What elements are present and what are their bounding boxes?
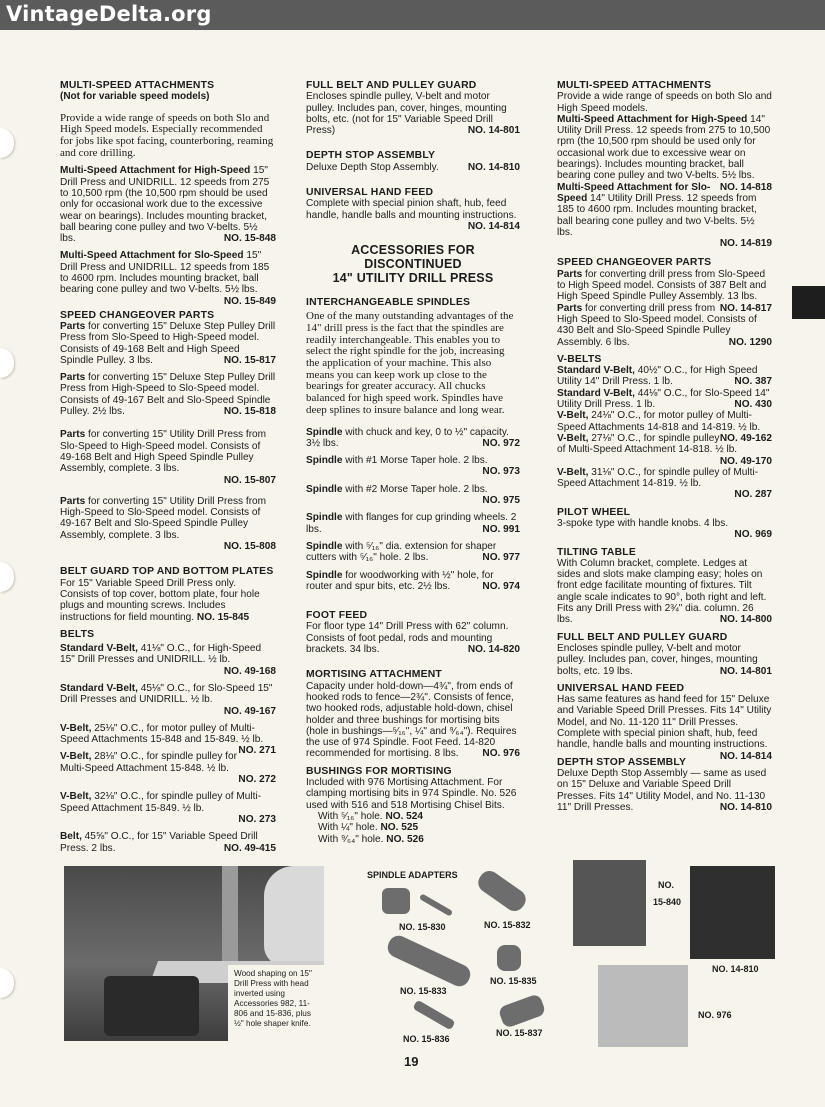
item-524: With ⁵⁄₁₆" hole. NO. 524 [318, 810, 424, 822]
item-49-167: Standard V-Belt, 45⅛" O.C., for Slo-Speed 15" Drill Presses and UNIDRILL. ½ lb. NO. 49-167 [60, 682, 276, 717]
heading-tilting-table: TILTING TABLE [557, 546, 636, 558]
item-14-819: Multi-Speed Attachment for Slo-Speed 14" Utility Drill Press. 12 speeds from 185 to 4600 rpm. Includes mounting bracket, ball bearing cone pulley and two V-belts. 5½ lbs. NO. 14-819 [557, 181, 772, 250]
item-976: Capacity under hold-down—4¾", from ends of hooked rods to fence—2¾". Consists of fence, two hooked rods, adjustable hold-down, chisel holder and three bushings for mortising bits (hole in bushings—⁵⁄₁₆", ¼" and ⁹⁄₆₄"). Requires the use of 974 Spindle. Foot Feed. 14-820 recommended for mortising. 8 lbs. NO. 976 [306, 680, 520, 760]
adapter-chuck-image [382, 888, 410, 914]
spindle-adapters-title: SPINDLE ADAPTERS [367, 870, 458, 880]
item-287: V-Belt, 31⅛" O.C., for spindle pulley of Multi-Speed Attachment 14-819. ½ lb. NO. 287 [557, 466, 772, 501]
heading-belts: BELTS [60, 628, 95, 640]
item-977: Spindle with ⁵⁄₁₆" dia. extension for shaper cutters with ⁵⁄₁₆" hole. 2 lbs. NO. 977 [306, 540, 520, 564]
item-969: 3-spoke type with handle knobs. 4 lbs. NO. 969 [557, 517, 772, 541]
item-525: With ¼" hole. NO. 525 [318, 822, 419, 834]
label-15-837: NO. 15-837 [496, 1028, 543, 1038]
item-974: Spindle for woodworking with ½" hole, for router and spur bits, etc. 2½ lbs. NO. 974 [306, 569, 520, 592]
item-49-162: V-Belt, 24⅛" O.C., for motor pulley of Multi-Speed Attachments 14-818 and 14-819. ½ lb. NO. 49-162 [557, 410, 772, 444]
heading-depth-stop: DEPTH STOP ASSEMBLY [306, 150, 436, 162]
site-name: VintageDelta.org [6, 2, 212, 26]
item-15-808: Parts for converting 15" Utility Drill Press from High-Speed to Slo-Speed model. Consists of 49-167 Belt and Slo-Speed Spindle Pulley Assembly, complete. 3 lbs. NO. 15-808 [60, 495, 276, 553]
item-14-818: Multi-Speed Attachment for High-Speed 14" Utility Drill Press. 12 speeds from 275 to 10,500 rpm (the 10,500 rpm should be used only for occasional work due to excessive wear on bearings). Includes mounting bracket, ball bearing cone pulley and two V-belts. 5½ lbs. NO. 14-818 [557, 113, 772, 193]
label-15-835: NO. 15-835 [490, 976, 537, 986]
heading-speed-changeover: SPEED CHANGEOVER PARTS [60, 309, 215, 321]
item-1290: Parts for converting drill press from High Speed to Slo-Speed model. Consists of 430 Belt and Slo-Speed Spindle Pulley Assembly. 6 lbs. NO. 1290 [557, 302, 772, 348]
item-271: V-Belt, 25⅛" O.C., for motor pulley of Multi-Speed Attachments 15-848 and 15-849. ½ lb. NO. 271 [60, 722, 276, 757]
adapter-15-837-image [498, 993, 547, 1029]
item-975: Spindle with #2 Morse Taper hole. 2 lbs. NO. 975 [306, 483, 520, 507]
heading-foot-feed: FOOT FEED [306, 610, 368, 622]
item-15-849: Multi-Speed Attachment for Slo-Speed 15" Drill Press and UNIDRILL. 12 speeds from 185 to 4600 rpm. Includes mounting bracket, ball bearing cone pulley and two V-belts. 5½ lbs. NO. 15-849 [60, 250, 276, 307]
item-14-810-b: Deluxe Depth Stop Assembly — same as used on 15" Deluxe and Variable Speed Drill Presses. Fits 14" Utility Model, and No. 11-130 11" Drill Presses. NO. 14-810 [557, 767, 772, 813]
item-14-814: Complete with special pinion shaft, hub, feed handle, handle balls and mounting instructions. NO. 14-814 [306, 198, 520, 232]
mortising-photo [598, 965, 688, 1047]
adapter-15-832-image [474, 867, 529, 915]
heading-full-belt-guard-14: FULL BELT AND PULLEY GUARD [557, 631, 728, 643]
binder-hole [0, 348, 14, 378]
intro-text: Provide a wide range of speeds on both Slo and High Speed models. Especially recommended for jobs like spot facing, counterboring, reaming and core drilling. [60, 111, 274, 159]
label-15-832: NO. 15-832 [484, 920, 531, 930]
item-14-801-b: Encloses spindle pulley, V-belt and motor pulley. Includes pan, cover, hinges, mounting bolts, etc. 19 lbs. NO. 14-801 [557, 642, 772, 677]
bushings-text: Included with 976 Mortising Attachment. For clamping mortising bits in 974 Spindle. No. 526 used with 516 and 518 Mortising Chisel Bits. [306, 777, 517, 811]
section-title-line1: ACCESSORIES FOR DISCONTINUED [351, 242, 475, 271]
heading-v-belts: V-BELTS [557, 353, 602, 365]
item-14-801: Encloses spindle pulley, V-belt and motor pulley. Includes pan, cover, hinges, mounting bolts, etc. (not for 15" Variable Speed Drill Press) NO. 14-801 [306, 91, 520, 137]
item-49-168: Standard V-Belt, 41⅛" O.C., for High-Speed 15" Drill Presses and UNIDRILL. ½ lb. NO. 49-168 [60, 643, 276, 677]
item-49-415: Belt, 45⅝" O.C., for 15" Variable Speed Drill Press. 2 lbs. NO. 49-415 [60, 831, 276, 854]
item-14-814-b: Has same features as hand feed for 15" Deluxe and Variable Speed Drill Presses. Fits 14" Utility Model, and No. 11-120 11" Drill Presses. Complete with special pinion shaft, hub, feed handle, handle balls and mounting instructions. NO. 14-814 [557, 694, 772, 762]
item-14-817: Parts for converting drill press from Slo-Speed to High Speed model. Consists of 387 Belt and High Speed Spindle Pulley Assembly. 13 lbs. NO. 14-817 [557, 268, 772, 314]
section-title-line2: 14" UTILITY DRILL PRESS [332, 270, 494, 285]
binder-hole [0, 562, 14, 592]
heading-full-belt-guard: FULL BELT AND PULLEY GUARD [306, 80, 477, 91]
heading-speed-changeover-14: SPEED CHANGEOVER PARTS [557, 257, 712, 269]
column-3 [557, 80, 772, 819]
heading-interchangeable-spindles: INTERCHANGEABLE SPINDLES [306, 296, 471, 308]
wood-shaping-photo [64, 866, 324, 1041]
adapter-15-835-image [497, 945, 521, 971]
heading-hand-feed-14: UNIVERSAL HAND FEED [557, 682, 685, 694]
spindles-intro: One of the many outstanding advantages of the 14" drill press is the fact that the spindles are readily interchangeable. This enables you to select the right spindle for the job, increasing the application of your machine. This also means you can keep work up close to the bearings for greater accuracy. All chucks balanced for high speed work. Spindles have deep splines to insure balance and long wear. [306, 310, 514, 416]
heading-hand-feed: UNIVERSAL HAND FEED [306, 187, 434, 199]
label-15-833: NO. 15-833 [400, 986, 447, 996]
adapter-key-image [419, 893, 453, 916]
adapter-15-836-image [412, 1000, 455, 1031]
item-14-820: For floor type 14" Drill Press with 62" column. Consists of foot pedal, rods and mounting brackets. 34 lbs. NO. 14-820 [306, 621, 520, 656]
heading-bushings: BUSHINGS FOR MORTISING [306, 765, 452, 777]
label-no: NO. [658, 880, 675, 890]
binder-hole [0, 128, 14, 158]
heading-mortising: MORTISING ATTACHMENT [306, 669, 442, 681]
label-15-840: 15-840 [653, 897, 682, 907]
label-976: NO. 976 [698, 1010, 732, 1020]
item-972: Spindle with chuck and key, 0 to ½" capacity. 3½ lbs. NO. 972 [306, 426, 520, 449]
label-15-830: NO. 15-830 [399, 922, 446, 932]
intro-14: Provide a wide range of speeds on both Slo and High Speed models. [557, 91, 772, 114]
item-15-845: For 15" Variable Speed Drill Press only. Consists of top cover, bottom plate, four hole plugs and mounting screws. Includes instructions for field mounting. NO. 15-845 [60, 577, 260, 623]
item-15-818: Parts for converting 15" Deluxe Step Pulley Drill Press from High-Speed to Slo-Speed model. Consists of 49-167 Belt and Slo-Speed Spindle Pulley. 2½ lbs. NO. 15-818 [60, 372, 276, 418]
heading-multi-speed-14: MULTI-SPEED ATTACHMENTS [557, 80, 712, 91]
page-number: 19 [404, 1054, 419, 1069]
item-15-807: Parts for converting 15" Utility Drill Press from Slo-Speed to High-Speed model. Consists of 49-168 Belt and High Speed Spindle Pulley Assembly, complete. 3 lbs. NO. 15-807 [60, 429, 276, 486]
heading-depth-stop-14: DEPTH STOP ASSEMBLY [557, 756, 687, 768]
item-273: V-Belt, 32⅛" O.C., for spindle pulley of Multi-Speed Attachment 15-849. ½ lb. NO. 273 [60, 791, 276, 825]
heading-multi-speed: MULTI-SPEED ATTACHMENTS [60, 80, 215, 91]
heading-pilot-wheel: PILOT WHEEL [557, 506, 631, 518]
item-991: Spindle with flanges for cup grinding wheels. 2 lbs. NO. 991 [306, 512, 520, 535]
heading-belt-guard: BELT GUARD TOP AND BOTTOM PLATES [60, 566, 274, 578]
item-14-810: Deluxe Depth Stop Assembly. NO. 14-810 [306, 161, 520, 173]
adapter-15-833-image [384, 932, 473, 989]
item-526: With ⁹⁄₆₄" hole. NO. 526 [318, 833, 424, 845]
site-banner [0, 0, 825, 30]
label-15-836: NO. 15-836 [403, 1034, 450, 1044]
binder-hole [0, 968, 14, 998]
item-973: Spindle with #1 Morse Taper hole. 2 lbs. NO. 973 [306, 455, 520, 478]
column-2 [306, 80, 520, 845]
item-430: Standard V-Belt, 44⅛" O.C., for Slo-Speed 14" Utility Drill Press. 1 lb. NO. 430 [557, 387, 772, 411]
item-272: V-Belt, 28⅛" O.C., for spindle pulley for Multi-Speed Attachment 15-848. ½ lb. NO. 272 [60, 751, 276, 786]
photo-caption: Wood shaping on 15" Drill Press with head inverted using Accessories 982, 11-806 and 15-836, plus ½" hole shaper knife. [228, 965, 324, 1041]
tilting-table-photo [573, 860, 646, 946]
depth-stop-photo [690, 866, 775, 959]
item-15-817: Parts for converting 15" Deluxe Step Pulley Drill Press from Slo-Speed to High-Speed model. Consists of 49-168 Belt and High Speed Spindle Pulley. 3 lbs. NO. 15-817 [60, 320, 276, 366]
section-tab-marker [792, 286, 825, 319]
subheading-not-variable: (Not for variable speed models) [60, 91, 210, 103]
item-49-170: V-Belt, 27⅛" O.C., for spindle pulley of Multi-Speed Attachment 14-818. ½ lb. NO. 49-170 [557, 432, 772, 467]
item-15-848: Multi-Speed Attachment for High-Speed 15" Drill Press and UNIDRILL. 12 speeds from 275 to 10,500 rpm (the 10,500 rpm should be used only for occasional work due to the excessive wear on bearings). Includes mounting bracket, ball bearing cone pulley and two V-belts. 5½ lbs. NO. 15-848 [60, 165, 276, 245]
column-1 [60, 80, 276, 860]
item-387: Standard V-Belt, 40½" O.C., for High Speed Utility 14" Drill Press. 1 lb. NO. 387 [557, 365, 772, 388]
item-14-800: With Column bracket, complete. Ledges at sides and slots make clamping easy; holes on front edge facilitate mounting of fixtures. Tilt angle scale indicates to 90°, both right and left. Fits any Drill Press with 2¾" dia. column. 26 lbs. NO. 14-800 [557, 557, 772, 626]
label-14-810: NO. 14-810 [712, 964, 759, 974]
